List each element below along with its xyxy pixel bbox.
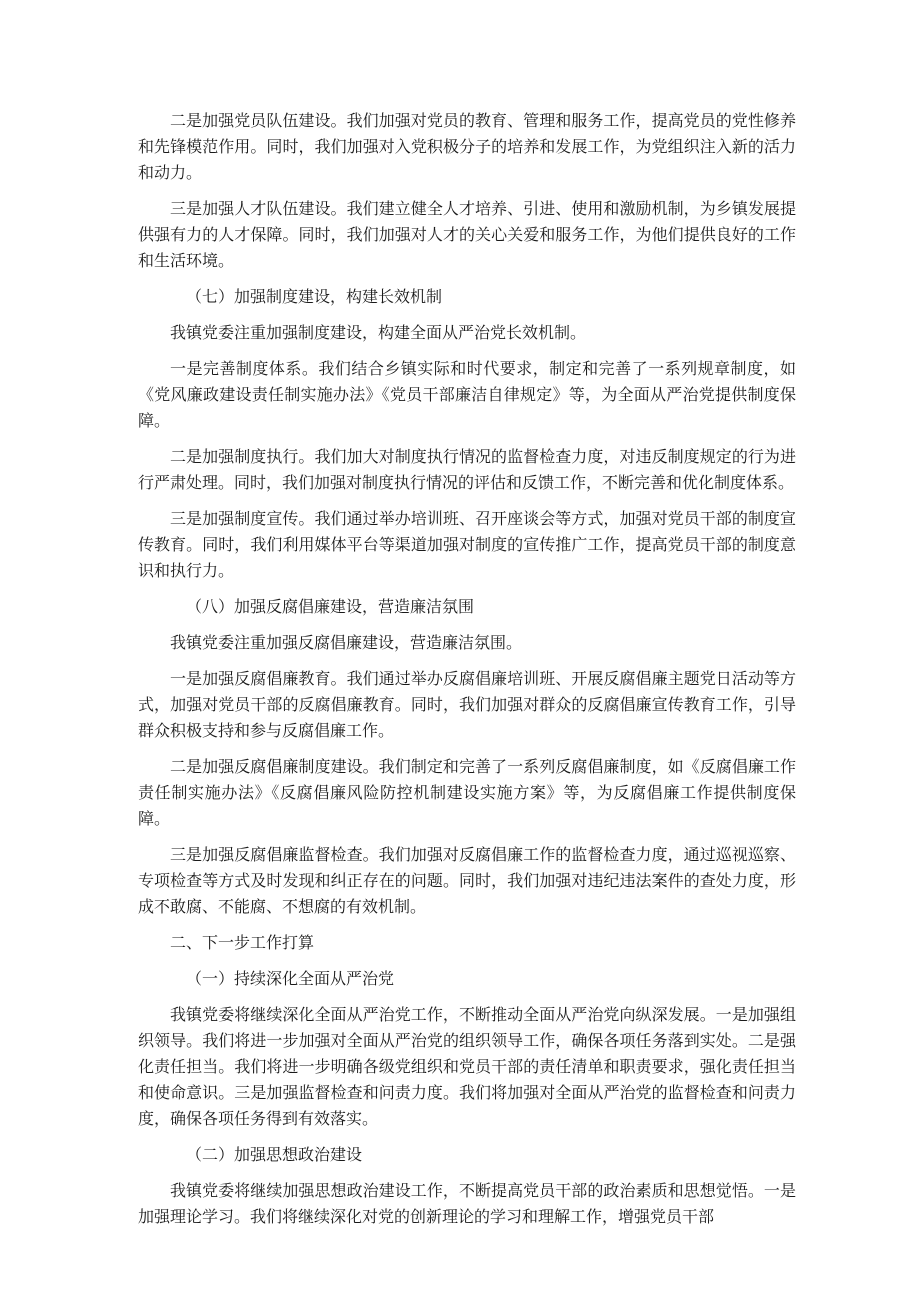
document-body — [138, 108, 796, 1240]
subsection-heading-1: （一）持续深化全面从严治党 — [186, 969, 395, 988]
section-heading-next-steps: 二、下一步工作打算 — [170, 933, 315, 952]
paragraph-system-execution: 二是加强制度执行。我们加大对制度执行情况的监督检查力度，对违反制度规定的行为进行严肃处理。同时，我们加强对制度执行情况的评估和反馈工作，不断完善和优化制度体系。 — [138, 447, 796, 492]
paragraph-system-improve: 一是完善制度体系。我们结合乡镇实际和时代要求，制定和完善了一系列规章制度，如《党风廉政建设责任制实施办法》《党员干部廉洁自律规定》等，为全面从严治党提供制度保障。 — [138, 359, 796, 430]
paragraph-ideological-building: 我镇党委将继续加强思想政治建设工作，不断提高党员干部的政治素质和思想觉悟。一是加强理论学习。我们将继续深化对党的创新理论的学习和理解工作，增强党员干部 — [138, 1181, 796, 1226]
paragraph-system-publicity: 三是加强制度宣传。我们通过举办培训班、召开座谈会等方式，加强对党员干部的制度宣传教育。同时，我们利用媒体平台等渠道加强对制度的宣传推广工作，提高党员干部的制度意识和执行力。 — [138, 509, 796, 580]
paragraph-talent-team: 三是加强人才队伍建设。我们建立健全人才培养、引进、使用和激励机制，为乡镇发展提供强有力的人才保障。同时，我们加强对人才的关心关爱和服务工作，为他们提供良好的工作和生活环境。 — [138, 199, 796, 270]
paragraph-anticorruption-intro: 我镇党委注重加强反腐倡廉建设，营造廉洁氛围。 — [170, 633, 523, 652]
subsection-heading-2: （二）加强思想政治建设 — [186, 1145, 363, 1164]
paragraph-anticorruption-supervision: 三是加强反腐倡廉监督检查。我们加强对反腐倡廉工作的监督检查力度，通过巡视巡察、专项检查等方式及时发现和纠正存在的问题。同时，我们加强对违纪违法案件的查处力度，形成不敢腐、不能腐、不想腐的有效机制。 — [138, 845, 796, 916]
section-heading-8: （八）加强反腐倡廉建设，营造廉洁氛围 — [186, 597, 475, 616]
paragraph-anticorruption-system: 二是加强反腐倡廉制度建设。我们制定和完善了一系列反腐倡廉制度，如《反腐倡廉工作责任制实施办法》《反腐倡廉风险防控机制建设实施方案》等，为反腐倡廉工作提供制度保障。 — [138, 757, 796, 828]
paragraph-anticorruption-education: 一是加强反腐倡廉教育。我们通过举办反腐倡廉培训班、开展反腐倡廉主题党日活动等方式，加强对党员干部的反腐倡廉教育。同时，我们加强对群众的反腐倡廉宣传教育工作，引导群众积极支持和参与反腐倡廉工作。 — [138, 669, 796, 740]
paragraph-system-intro: 我镇党委注重加强制度建设，构建全面从严治党长效机制。 — [170, 323, 587, 342]
section-heading-7: （七）加强制度建设，构建长效机制 — [186, 287, 443, 306]
paragraph-deepen-governance: 我镇党委将继续深化全面从严治党工作，不断推动全面从严治党向纵深发展。一是加强组织领导。我们将进一步加强对全面从严治党的组织领导工作，确保各项任务落到实处。二是强化责任担当。我们将进一步明确各级党组织和党员干部的责任清单和职责要求，强化责任担当和使命意识。三是加强监督检查和问责力度。我们将加强对全面从严治党的监督检查和问责力度，确保各项任务得到有效落实。 — [138, 1005, 796, 1128]
paragraph-party-member-team: 二是加强党员队伍建设。我们加强对党员的教育、管理和服务工作，提高党员的党性修养和先锋模范作用。同时，我们加强对入党积极分子的培养和发展工作，为党组织注入新的活力和动力。 — [138, 111, 796, 182]
